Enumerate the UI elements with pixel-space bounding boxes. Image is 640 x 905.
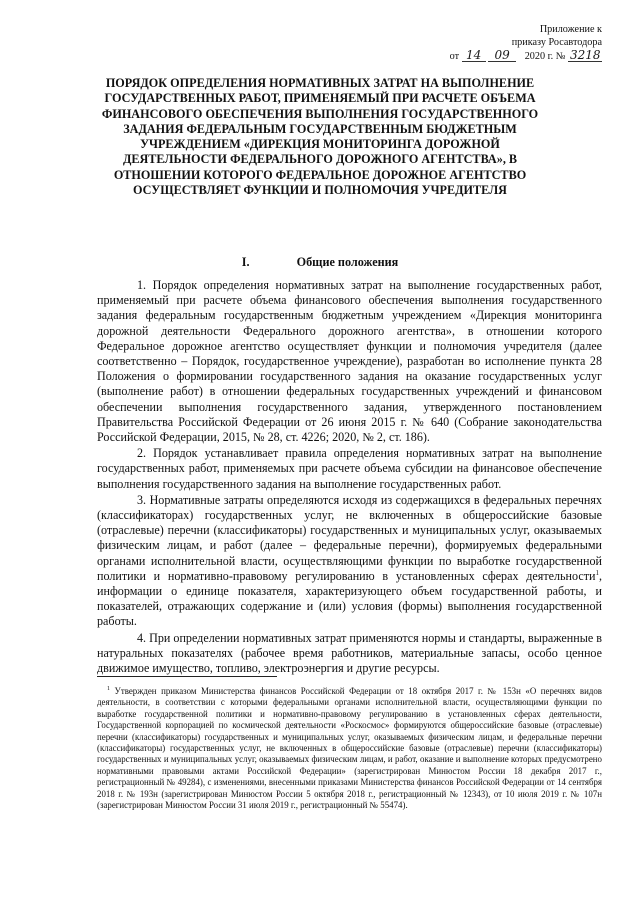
document-title: ПОРЯДОК ОПРЕДЕЛЕНИЯ НОРМАТИВНЫХ ЗАТРАТ НА ВЫПОЛНЕНИЕ ГОСУДАРСТВЕННЫХ РАБОТ, ПРИМЕНЯЕМЫЙ ПРИ РАСЧЕТЕ ОБЪЕМА ФИНАНСОВОГО ОБЕСПЕЧЕНИЯ ВЫПОЛНЕНИЯ ГОСУДАРСТВЕННОГО ЗАДАНИЯ ФЕДЕРАЛЬНЫМ ГОСУДАРСТВЕННЫМ БЮДЖЕТНЫМ УЧРЕЖДЕНИЕМ «ДИРЕКЦИЯ МОНИТОРИНГА ДОРОЖНОЙ ДЕЯТЕЛЬНОСТИ ФЕДЕРАЛЬНОГО ДОРОЖНОГО АГЕНТСТВА», В ОТНОШЕНИИ КОТОРОГО ФЕДЕРАЛЬНОЕ ДОРОЖНОЕ АГЕНТСТВО ОСУЩЕСТВЛЯЕТ ФУНКЦИИ И ПОЛНОМОЧИЯ УЧРЕДИТЕЛЯ: [101, 76, 539, 198]
paragraph-3: [97, 493, 602, 630]
section-heading: [0, 255, 640, 270]
handwritten-order-number: 3218: [570, 48, 601, 62]
paragraph-1: 1. Порядок определения нормативных затрат на выполнение государственных работ, применяемый при расчете объема финансового обеспечения выполнения государственного задания федеральным государственным бюджетным учреждением «Дирекция мониторинга дорожной деятельности Федерального дорожного агентства», в отношении которого Федеральное дорожное агентство осуществляет функции и полномочия учредителя (далее соответственно – Порядок, государственное учреждение), разработан во исполнение пункта 28 Положения о формировании государственного задания на оказание государственных услуг (выполнение работ) в отношении федеральных государственных учреждений и финансовом обеспечении выполнения государственного задания, утвержденного постановлением Правительства Российской Федерации от 26 июня 2015 г. № 640 (Собрание законодательства Российской Федерации, 2015, № 28, ст. 4226; 2020, № 2, ст. 186).: [97, 278, 602, 445]
document-body: [97, 278, 602, 677]
appendix-date-line: [450, 49, 602, 64]
paragraph-2: 2. Порядок устанавливает правила определения нормативных затрат на выполнение государственных работ, применяемых при расчете объема субсидии на финансовое обеспечение выполнения государственного задания на выполнение государственных работ.: [97, 446, 602, 491]
appendix-line-2: приказу Росавтодора: [511, 36, 602, 48]
section-title: Общие положения: [296, 255, 399, 269]
footnote: [97, 686, 602, 811]
handwritten-day: 14: [462, 49, 486, 62]
footnote-mark: 1: [107, 686, 110, 693]
appendix-year-label: 2020 г. №: [524, 51, 566, 62]
appendix-header: [450, 24, 602, 64]
footnote-reference: 1: [595, 568, 599, 577]
footnote-divider: [97, 676, 277, 677]
paragraph-3-text-start: 3. Нормативные затраты определяются исходя из содержащихся в федеральных перечнях (классификаторах) государственных услуг, не включенных в общероссийские базовые (отраслевые) перечни (классификаторы) государственных и муниципальных услуг, оказываемых физическим лицам, и работ (далее – федеральные перечни), формируемых федеральными органами исполнительной власти, осуществляющими функции по выработке государственной политики и нормативно-правовому регулированию в установленных сферах деятельности: [97, 492, 602, 583]
appendix-from-label: от: [449, 51, 460, 62]
paragraph-3-text-end: , информации о единице показателя, характеризующего объем государственной работы, и показателей, отражающих содержание и (или) условия (формы) выполнения государственной работы.: [97, 568, 602, 629]
footnote-text: Утвержден приказом Министерства финансов Российской Федерации от 18 октября 2017 г. № 153н «О перечнях видов деятельности, в соответствии с которыми федеральными органами исполнительной власти, осуществляющими функции по выработке государственной политики и нормативно-правовому регулированию в установленных сферах деятельности, Государственной корпорацией по космической деятельности «Роскосмос» формируются общероссийские базовые (отраслевые) перечни (классификаторы) государственных и муниципальных услуг, оказываемых физическим лицам, и федеральные перечни (классификаторы) государственных услуг, не включенных в общероссийские базовые (отраслевые) перечни (классификаторы) государственных и муниципальных услуг, оказываемых физическим лицам, и работ, оказание и выполнение которых предусмотрено нормативными правовыми актами Российской Федерации» (зарегистрирован Минюстом России 18 декабря 2017 г., регистрационный № 49284), с изменениями, внесенными приказами Министерства финансов Российской Федерации от 14 сентября 2018 г. № 193н (зарегистрирован Минюстом России 5 октября 2018 г., регистрационный № 12343), от 10 июля 2019 г. № 107н (зарегистрирован Минюстом России 31 июля 2019 г., регистрационный № 55474).: [97, 686, 603, 811]
paragraph-4: 4. При определении нормативных затрат применяются нормы и стандарты, выраженные в натуральных показателях (рабочее время работников, материальные запасы, особо ценное движимое имущество, топливо, электроэнергия и другие ресурсы.: [97, 630, 602, 676]
section-number: I.: [241, 255, 250, 269]
handwritten-month: 09: [488, 49, 516, 62]
appendix-line-1: Приложение к: [539, 24, 602, 35]
